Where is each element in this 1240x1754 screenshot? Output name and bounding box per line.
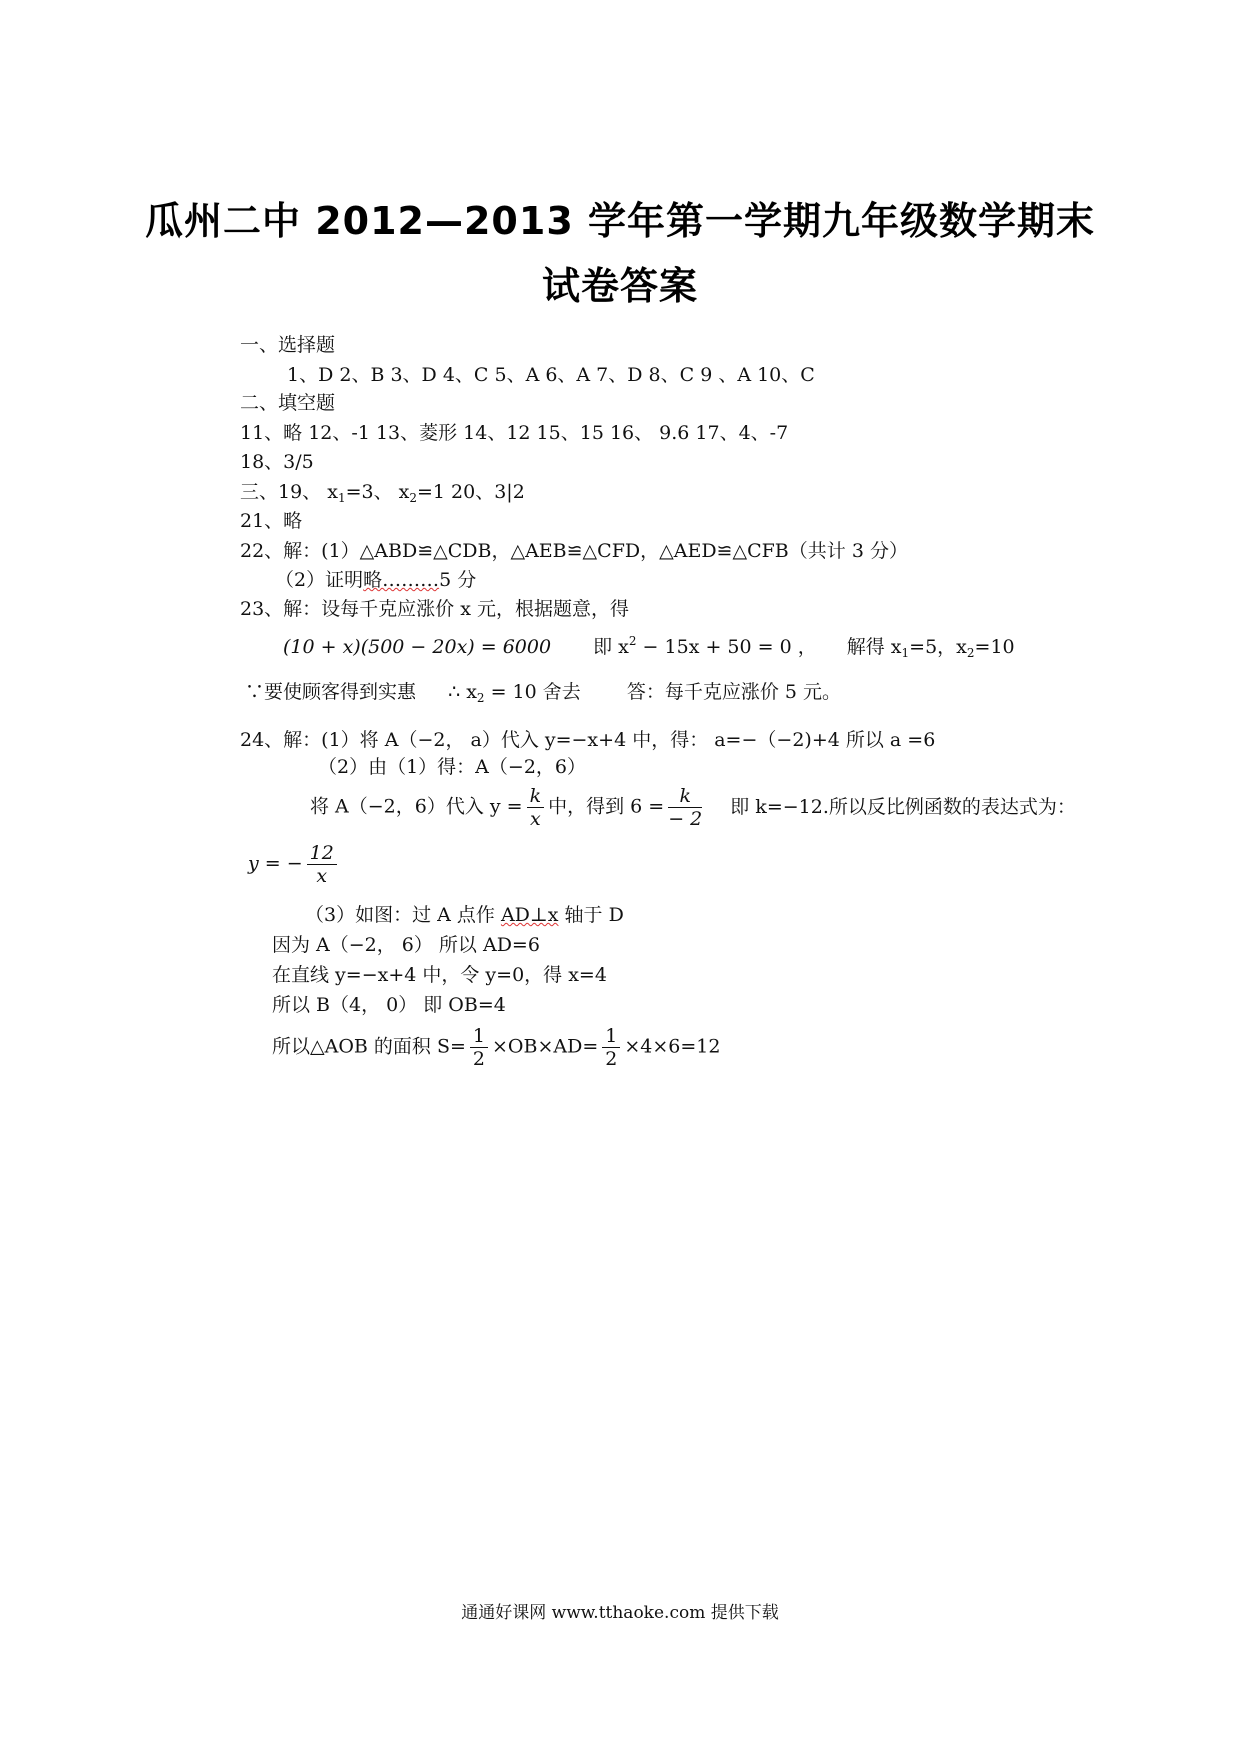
q24-3b: 中，得到 6 = <box>548 795 665 818</box>
q24-5a: （3）如图：过 A 点作 <box>305 904 501 926</box>
question-24-line-ob: 所以 B（4， 0） 即 OB=4 <box>272 994 506 1016</box>
question-24-area <box>272 1025 720 1070</box>
question-24-line-x: 在直线 y=−x+4 中，令 y=0，得 x=4 <box>272 964 607 986</box>
q23-eq-2sup: 2 <box>628 634 637 648</box>
page-title-line-1: 瓜州二中 2012—2013 学年第一学期九年级数学期末 <box>145 199 1095 243</box>
q24-9a: 所以△AOB 的面积 S= <box>272 1035 466 1058</box>
half-num-2: 1 <box>602 1025 620 1048</box>
question-24-part-3 <box>305 903 624 927</box>
question-22-part-2 <box>275 568 476 592</box>
s3-sub-1: 1 <box>337 491 346 505</box>
q23-eq-3a: 解得 x <box>846 636 902 658</box>
frac-num-12: 12 <box>307 842 337 865</box>
fill-in-answers-line-1: 11、略 12、-1 13、菱形 14、12 15、15 16、 9.6 17、4、-7 <box>240 422 789 444</box>
half-fraction-2 <box>602 1025 620 1070</box>
twelve-over-x-fraction <box>307 842 337 887</box>
frac-den-x2: x <box>316 865 328 887</box>
question-23-intro: 23、解：设每千克应涨价 x 元，根据题意，得 <box>240 598 629 620</box>
q24-4a: y = − <box>248 852 303 875</box>
section-1-heading: 一、选择题 <box>240 334 336 356</box>
q23-eq-3s1: 1 <box>901 646 910 660</box>
q22-2-omitted: 略……… <box>363 569 440 591</box>
s3-text-b: =3、 x <box>345 481 410 503</box>
q23-eq-2b: − 15x + 50 = 0 ， <box>636 636 817 658</box>
half-den-1: 2 <box>472 1048 485 1070</box>
page-title-line-2: 试卷答案 <box>541 264 698 308</box>
q23-2b: ∴ x <box>448 681 477 703</box>
question-24-part-2-substitution <box>310 785 1076 830</box>
q23-eq-2a: 即 x <box>593 636 629 658</box>
frac-num-k: k <box>527 785 545 808</box>
q23-2c: = 10 舍去 <box>484 681 581 703</box>
half-num-1: 1 <box>470 1025 488 1048</box>
fill-in-answers-line-2: 18、3/5 <box>240 451 314 473</box>
question-24-part-1: 24、解：(1）将 A（−2， a）代入 y=−x+4 中，得： a=−（−2)+4 所以 a =6 <box>240 729 936 751</box>
q23-eq-1: (10 + x)(500 − 20x) = 6000 <box>283 636 552 658</box>
question-24-line-ad: 因为 A（−2， 6） 所以 AD=6 <box>272 934 540 956</box>
frac-den-neg2: − 2 <box>668 808 703 830</box>
s3-sub-2: 2 <box>409 491 417 505</box>
section-3-answers <box>240 480 525 510</box>
question-23-conclusion <box>245 680 841 710</box>
page-footer: 通通好课网 www.tthaoke.com 提供下载 <box>461 1603 779 1623</box>
frac-den-x: x <box>529 808 541 830</box>
inverse-function-expression <box>248 842 341 887</box>
q23-eq-3b: =5，x <box>909 636 967 658</box>
q24-3a: 将 A（−2，6）代入 y = <box>310 795 523 818</box>
q24-5c: 轴于 D <box>558 904 624 926</box>
half-den-2: 2 <box>605 1048 618 1070</box>
k-over-neg2-fraction <box>668 785 702 830</box>
q23-eq-3s2: 2 <box>966 646 975 660</box>
q24-5b: AD⊥x <box>500 904 559 926</box>
question-21: 21、略 <box>240 510 303 532</box>
section-2-heading: 二、填空题 <box>240 392 336 414</box>
q22-2-score: 5 分 <box>439 569 477 591</box>
frac-num-k2: k <box>668 785 702 808</box>
s3-text-a: 三、19、 x <box>240 481 338 503</box>
multiple-choice-answers: 1、D 2、B 3、D 4、C 5、A 6、A 7、D 8、C 9 、A 10、C <box>287 364 815 386</box>
q23-2d: 答：每千克应涨价 5 元。 <box>626 681 841 703</box>
s3-text-c: =1 20、3|2 <box>416 481 525 503</box>
q24-3c: 即 k=−12.所以反比例函数的表达式为： <box>730 795 1076 818</box>
half-fraction-1 <box>470 1025 488 1070</box>
q24-9c: ×4×6=12 <box>624 1035 721 1058</box>
q22-2-label: （2）证明 <box>275 569 364 591</box>
q23-2a: ∵要使顾客得到实惠 <box>245 681 417 703</box>
k-over-x-fraction <box>527 785 545 830</box>
question-23-equation <box>283 629 1015 665</box>
question-22-part-1: 22、解：(1）△ABD≌△CDB，△AEB≌△CFD，△AED≌△CFB（共计 3 分） <box>240 540 908 562</box>
q23-eq-3c: =10 <box>974 636 1015 658</box>
q23-2sub: 2 <box>476 691 485 705</box>
question-24-part-2: （2）由（1）得：A（−2，6） <box>318 756 586 778</box>
q24-9b: ×OB×AD= <box>491 1035 599 1058</box>
